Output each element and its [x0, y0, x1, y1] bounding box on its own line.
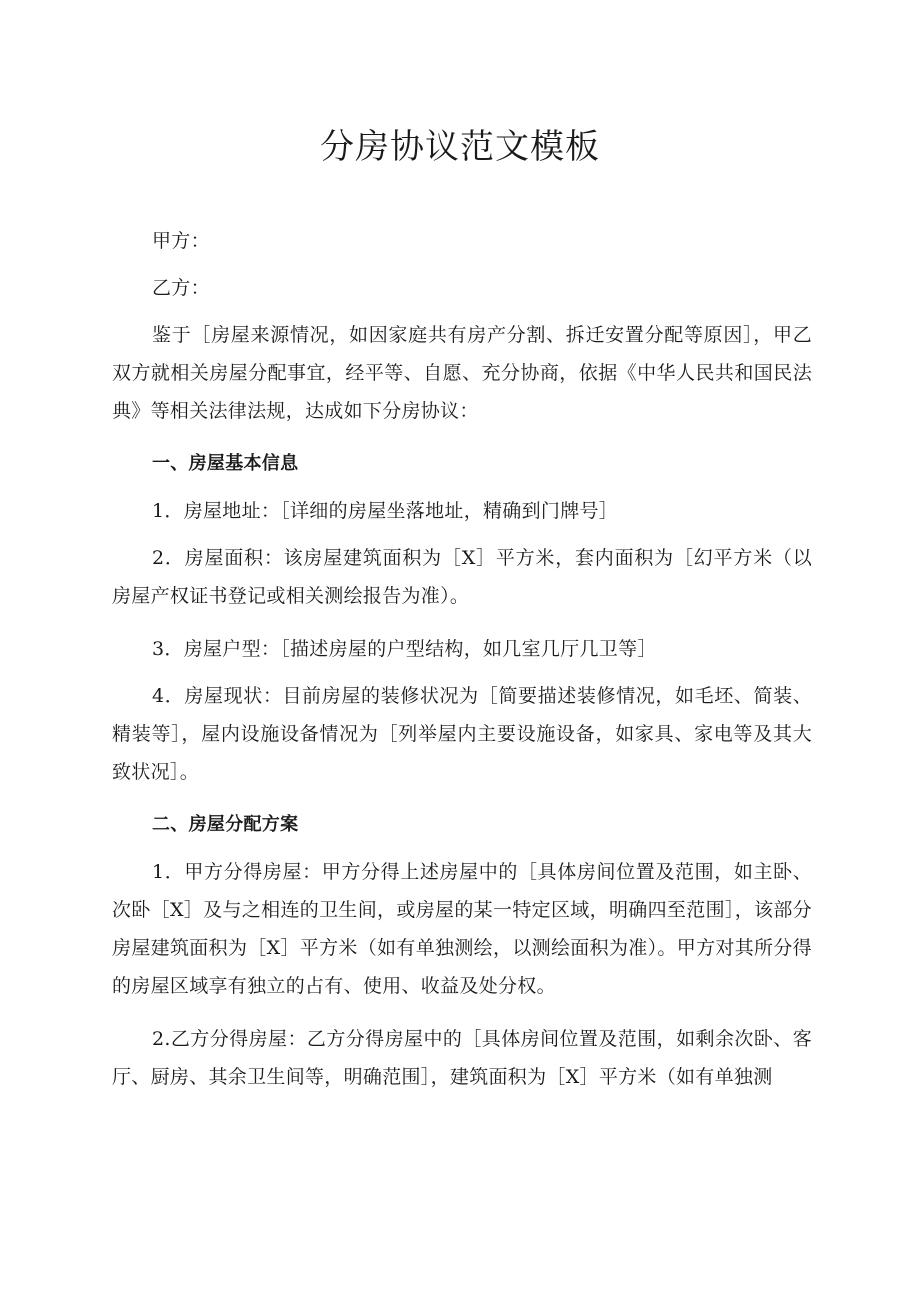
clause-layout: 3．房屋户型：［描述房屋的户型结构，如几室几厅几卫等］ — [152, 638, 657, 660]
party-b-line: 乙方： — [152, 277, 210, 299]
document-title: 分房协议范文模板 — [320, 127, 600, 167]
section-heading-basic-info: 一、房屋基本信息 — [152, 453, 299, 474]
section-heading-allocation: 二、房屋分配方案 — [152, 814, 299, 835]
preamble-paragraph: 鉴于［房屋来源情况，如因家庭共有房产分割、拆迁安置分配等原因］，甲乙双方就相关房屋分配事宜，经平等、自愿、充分协商，依据《中华人民共和国民法典》等相关法律法规，达成如下分房协议： — [112, 324, 812, 422]
clause-condition: 4．房屋现状：目前房屋的装修状况为［简要描述装修情况，如毛坯、简装、精装等］，屋内设施设备情况为［列举屋内主要设施设备，如家具、家电等及其大致状况］。 — [112, 685, 812, 783]
clause-address: 1．房屋地址：［详细的房屋坐落地址，精确到门牌号］ — [152, 500, 619, 522]
clause-area: 2．房屋面积：该房屋建筑面积为［X］平方米，套内面积为［幻平方米（以房屋产权证书登记或相关测绘报告为准）。 — [112, 547, 812, 607]
party-a-line: 甲方： — [152, 230, 210, 252]
clause-party-b-share: 2.乙方分得房屋：乙方分得房屋中的［具体房间位置及范围，如剩余次卧、客厅、厨房、其余卫生间等，明确范围］，建筑面积为［X］平方米（如有单独测 — [112, 1028, 812, 1088]
document-body — [112, 222, 812, 1111]
clause-party-a-share: 1．甲方分得房屋：甲方分得上述房屋中的［具体房间位置及范围，如主卧、次卧［X］及与之相连的卫生间，或房屋的某一特定区域，明确四至范围］，该部分房屋建筑面积为［X］平方米（如有单独测绘，以测绘面积为准）。甲方对其所分得的房屋区域享有独立的占有、使用、收益及处分权。 — [112, 861, 812, 997]
